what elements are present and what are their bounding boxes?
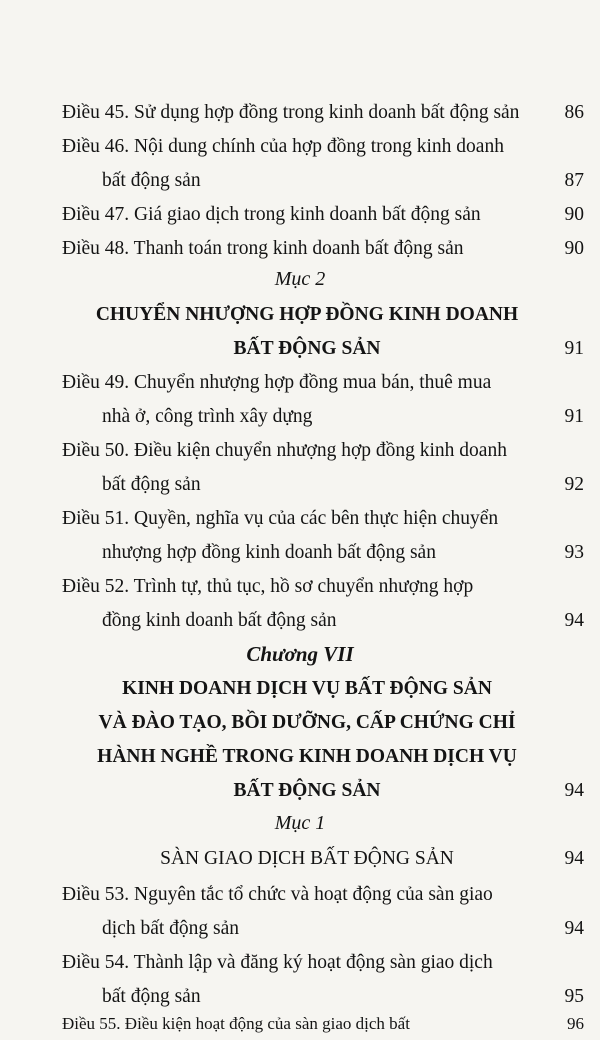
toc-entry-45: [62, 96, 584, 130]
chapter-heading-vii: [62, 672, 552, 808]
toc-entry-51: [62, 502, 584, 570]
entry-page-52: 94: [564, 610, 584, 631]
entry-title: Điều 45. Sử dụng hợp đồng trong kinh doanh bất động sản: [62, 102, 520, 123]
entry-title-cont: dịch bất động sản: [102, 918, 240, 939]
entry-title-cont: bất động sản: [102, 474, 201, 495]
toc-entry-46: [62, 130, 584, 198]
chapter-page-vii: 94: [564, 780, 584, 801]
section-page-muc-1: 94: [564, 848, 584, 869]
chapter-label-vii: Chương VII: [246, 642, 354, 666]
section-label-muc-1: Mục 1: [274, 812, 326, 834]
entry-title: Điều 50. Điều kiện chuyển nhượng hợp đồng kinh doanh: [62, 440, 507, 461]
heading-line: KINH DOANH DỊCH VỤ BẤT ĐỘNG SẢN: [122, 678, 492, 699]
entry-title: Điều 55. Điều kiện hoạt động của sàn giao dịch bất: [62, 1014, 410, 1033]
toc-entry-50: [62, 434, 584, 502]
entry-page-49: 91: [564, 406, 584, 427]
entry-title-cont: bất động sản: [102, 170, 201, 191]
entry-page-48: 90: [564, 238, 584, 259]
toc-entry-47: [62, 198, 584, 232]
entry-title: Điều 46. Nội dung chính của hợp đồng trong kinh doanh: [62, 136, 504, 157]
section-page-muc-2: 91: [564, 338, 584, 359]
heading-line: CHUYỂN NHƯỢNG HỢP ĐỒNG KINH DOANH: [95, 304, 519, 325]
entry-title-cont: nhà ở, công trình xây dựng: [102, 406, 313, 427]
entry-title: Điều 52. Trình tự, thủ tục, hồ sơ chuyển nhượng hợp: [62, 576, 474, 597]
entry-title-cont: bất động sản: [102, 986, 201, 1007]
entry-title: Điều 48. Thanh toán trong kinh doanh bất động sản: [62, 238, 464, 259]
section-heading-muc-1: [62, 842, 552, 876]
entry-page-47: 90: [564, 204, 584, 225]
toc-entry-54: [62, 946, 584, 1014]
entry-title: Điều 54. Thành lập và đăng ký hoạt động sàn giao dịch: [62, 952, 493, 973]
entry-title: Điều 53. Nguyên tắc tổ chức và hoạt động của sàn giao: [62, 884, 493, 905]
toc-entry-49: [62, 366, 584, 434]
toc-entry-53: [62, 878, 584, 946]
entry-title: Điều 49. Chuyển nhượng hợp đồng mua bán, thuê mua: [62, 372, 492, 393]
entry-page-51: 93: [564, 542, 584, 563]
entry-page-45: 86: [564, 102, 584, 123]
entry-title-cont: đồng kinh doanh bất động sản: [102, 610, 337, 631]
entry-page-55: 96: [567, 1014, 584, 1033]
heading-line: VÀ ĐÀO TẠO, BỒI DƯỠNG, CẤP CHỨNG CHỈ: [98, 712, 516, 733]
heading-line: BẤT ĐỘNG SẢN: [233, 780, 381, 801]
heading-line: HÀNH NGHỀ TRONG KINH DOANH DỊCH VỤ: [97, 746, 517, 767]
heading-line: BẤT ĐỘNG SẢN: [233, 338, 381, 359]
entry-title-cont: nhượng hợp đồng kinh doanh bất động sản: [102, 542, 436, 563]
toc-entry-52: [62, 570, 584, 638]
entry-page-54: 95: [564, 986, 584, 1007]
entry-title: Điều 51. Quyền, nghĩa vụ của các bên thực hiện chuyển: [62, 508, 499, 529]
section-label-muc-2: Mục 2: [274, 268, 326, 290]
section-heading-muc-2: [62, 298, 552, 366]
entry-page-53: 94: [564, 918, 584, 939]
toc-entry-48: [62, 232, 584, 266]
toc-entry-55: [62, 1010, 584, 1038]
heading-line: SÀN GIAO DỊCH BẤT ĐỘNG SẢN: [160, 848, 454, 869]
entry-page-46: 87: [564, 170, 584, 191]
entry-title: Điều 47. Giá giao dịch trong kinh doanh bất động sản: [62, 204, 481, 225]
entry-page-50: 92: [564, 474, 584, 495]
